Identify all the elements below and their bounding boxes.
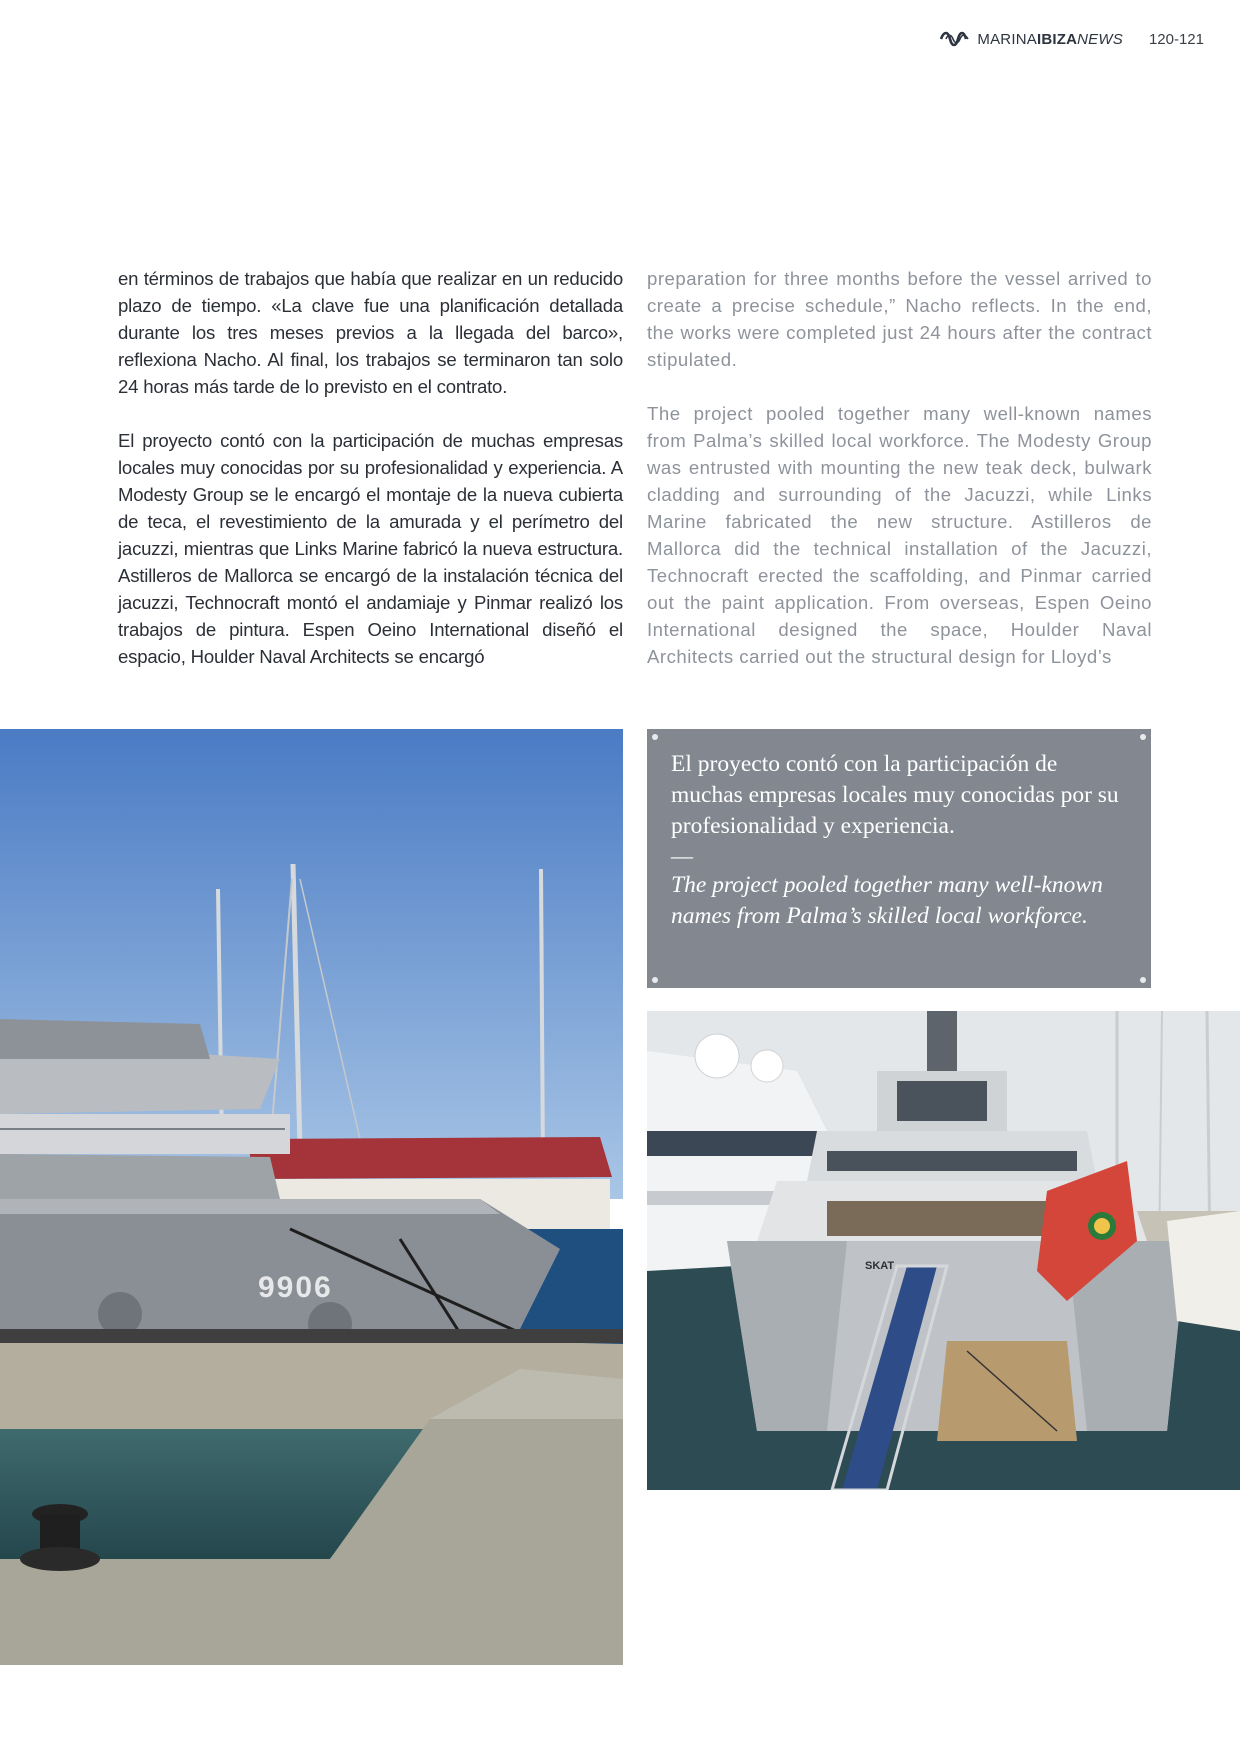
spanish-paragraph: en términos de trabajos que había que realizar en un reducido plazo de tiempo. «La clave fue una planificación detallada durante los tres meses previos a la llegada del barco», reflexiona Nacho. Al final, los trabajos se terminaron tan solo 24 horas más tarde de lo previsto en el contrato.: [118, 268, 623, 397]
magazine-logo: [940, 30, 1123, 48]
english-paragraph: preparation for three months before the vessel arrived to create a precise schedule,” Nacho reflects. In the end, the works were completed just 24 hours after the contract stipulated.: [647, 268, 1152, 370]
corner-dot: [652, 977, 658, 983]
photo-yacht-stern: [647, 1011, 1240, 1490]
page-header: [940, 30, 1204, 48]
yacht-name: SKAT: [865, 1260, 895, 1272]
corner-dot: [1140, 734, 1146, 740]
brand-ibiza: IBIZA: [1036, 30, 1078, 48]
pull-quote-spanish: El proyecto contó con la participación de muchas empresas locales muy conocidas por su profesionalidad y experiencia.: [671, 751, 1119, 839]
spanish-paragraph: El proyecto contó con la participación de muchas empresas locales muy conocidas por su profesionalidad y experiencia. A Modesty Group se le encargó el montaje de la nueva cubierta de teca, el revestimiento de la amurada y el perímetro del jacuzzi, mientras que Links Marine fabricó la nueva estructura. Astilleros de Mallorca se encargó de la instalación técnica del jacuzzi, Technocraft montó el andamiaje y Pinmar realizó los trabajos de pintura. Espen Oeino International diseñó el espacio, Houlder Naval Architects se encargó: [118, 430, 623, 667]
pull-quote-english: The project pooled together many well-known names from Palma’s skilled local workforce.: [671, 872, 1103, 929]
hull-number: 9906: [258, 1271, 333, 1304]
english-paragraph: The project pooled together many well-known names from Palma’s skilled local workforce. The Modesty Group was entrusted with mounting the new teak deck, bulwark cladding and surrounding of the Jacuzzi, while Links Marine fabricated the new structure. Astilleros de Mallorca did the technical installation of the Jacuzzi, Technocraft erected the scaffolding, and Pinmar carried out the paint application. From overseas, Espen Oeino International designed the space, Houlder Naval Architects carried out the structural design for Lloyd’s: [647, 403, 1152, 667]
brand-marina: MARINA: [977, 30, 1037, 48]
photo-docked-vessel: [0, 729, 623, 1665]
english-column: [647, 265, 1152, 697]
page-number: 120-121: [1148, 30, 1204, 48]
pull-quote: [647, 729, 1151, 988]
wave-logo-icon: [940, 30, 970, 48]
spanish-column: [118, 265, 623, 697]
corner-dot: [652, 734, 658, 740]
corner-dot: [1140, 977, 1146, 983]
brand-news: NEWS: [1077, 30, 1123, 48]
pull-quote-divider: —: [671, 843, 693, 868]
